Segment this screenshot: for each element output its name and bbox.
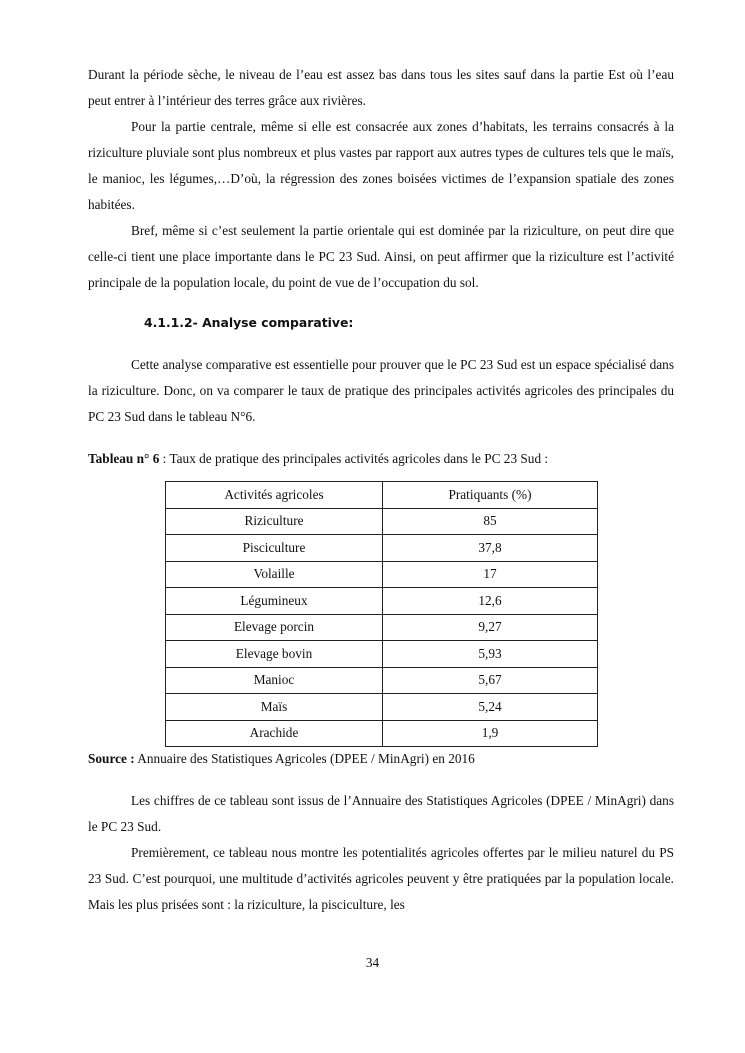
table-row — [166, 641, 598, 668]
table-cell-activity: Riziculture — [166, 508, 383, 535]
table-row — [166, 614, 598, 641]
table-cell-percent: 12,6 — [383, 588, 598, 615]
table-cell-activity: Elevage bovin — [166, 641, 383, 668]
agricultural-activities-table — [165, 481, 598, 747]
paragraph-intro-analysis: Cette analyse comparative est essentielle pour prouver que le PC 23 Sud est un espace spécialisé dans la riziculture. Donc, on va comparer le taux de pratique des principales activités agricoles des principales du PC 23 Sud dans le tableau N°6. — [88, 357, 674, 424]
table-cell-percent: 17 — [383, 561, 598, 588]
table-header-percent: Pratiquants (%) — [383, 482, 598, 509]
page-number: 34 — [365, 955, 380, 970]
source-text: Annuaire des Statistiques Agricoles (DPEE / MinAgri) en 2016 — [134, 751, 475, 766]
table-cell-activity: Manioc — [166, 667, 383, 694]
table-cell-percent: 5,67 — [383, 667, 598, 694]
paragraph-figures-origin: Les chiffres de ce tableau sont issus de l’Annuaire des Statistiques Agricoles (DPEE / MinAgri) dans le PC 23 Sud. — [88, 793, 674, 834]
paragraph-dry-season: Durant la période sèche, le niveau de l’eau est assez bas dans tous les sites sauf dans la partie Est où l’eau peut entrer à l’intérieur des terres grâce aux rivières. — [88, 67, 674, 108]
document-page — [88, 62, 674, 918]
table-cell-percent: 1,9 — [383, 720, 598, 747]
table-row — [166, 535, 598, 562]
table-source — [88, 750, 674, 768]
table-cell-activity: Arachide — [166, 720, 383, 747]
table-cell-activity: Pisciculture — [166, 535, 383, 562]
section-heading: 4.1.1.2- Analyse comparative: — [144, 315, 354, 330]
table-row — [166, 508, 598, 535]
table-cell-activity: Légumineux — [166, 588, 383, 615]
table-cell-percent: 37,8 — [383, 535, 598, 562]
table-caption-text: : Taux de pratique des principales activités agricoles dans le PC 23 Sud : — [159, 451, 549, 466]
table-row — [166, 694, 598, 721]
table-row — [166, 561, 598, 588]
table-row — [166, 720, 598, 747]
table-cell-activity: Maïs — [166, 694, 383, 721]
table-caption — [88, 450, 674, 468]
table-header-row — [166, 482, 598, 509]
paragraph-potentialities: Premièrement, ce tableau nous montre les potentialités agricoles offertes par le milieu naturel du PS 23 Sud. C’est pourquoi, une multitude d’activités agricoles peuvent y être pratiquées par la population locale. Mais les plus prisées sont : la riziculture, la pisciculture, les — [88, 845, 674, 912]
table-row — [166, 588, 598, 615]
table-row — [166, 667, 598, 694]
table-cell-percent: 5,93 — [383, 641, 598, 668]
table-cell-activity: Elevage porcin — [166, 614, 383, 641]
table-cell-percent: 5,24 — [383, 694, 598, 721]
paragraph-central-part: Pour la partie centrale, même si elle est consacrée aux zones d’habitats, les terrains consacrés à la riziculture pluviale sont plus nombreux et plus vastes par rapport aux autres types de cultures tels que le maïs, le manioc, les légumes,…D’où, la régression des zones boisées victimes de l’expansion spatiale des zones habitées. — [88, 119, 674, 212]
table-cell-percent: 85 — [383, 508, 598, 535]
table-caption-label: Tableau n° 6 — [88, 451, 160, 466]
source-label: Source : — [88, 751, 135, 766]
table-cell-percent: 9,27 — [383, 614, 598, 641]
table-cell-activity: Volaille — [166, 561, 383, 588]
table-header-activity: Activités agricoles — [166, 482, 383, 509]
paragraph-conclusion: Bref, même si c’est seulement la partie orientale qui est dominée par la riziculture, on peut dire que celle-ci tient une place importante dans le PC 23 Sud. Ainsi, on peut affirmer que la riziculture est l’activité principale de la population locale, du point de vue de l’occupation du sol. — [88, 223, 674, 290]
